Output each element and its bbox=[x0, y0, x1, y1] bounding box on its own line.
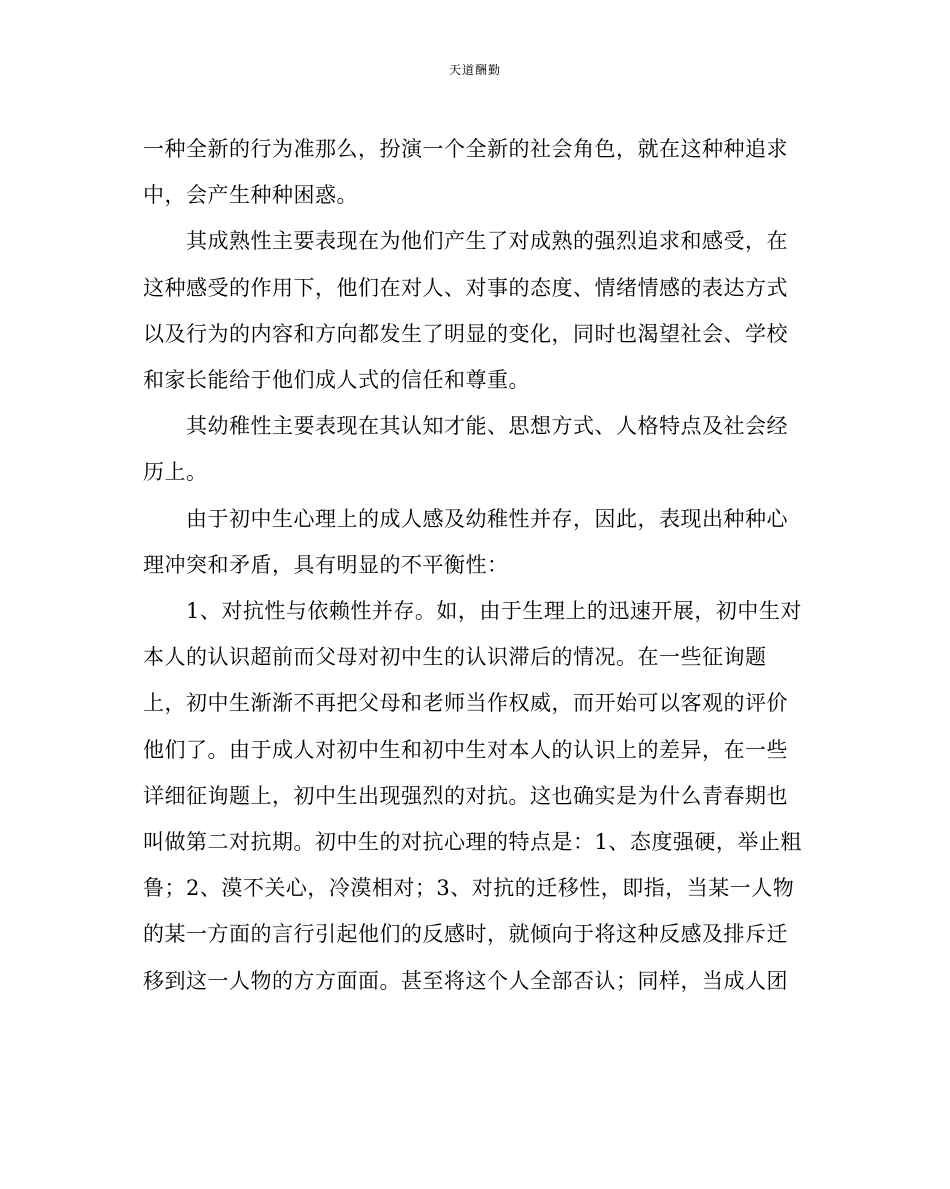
text-line: 详细征询题上，初中生出现强烈的对抗。这也确实是为什么青春期也 bbox=[143, 783, 788, 808]
text-line: 本人的认识超前而父母对初中生的认识滞后的情况。在一些征询题 bbox=[143, 645, 767, 670]
text-line: 和家长能给于他们成人式的信任和尊重。 bbox=[143, 368, 530, 393]
text-line: 历上。 bbox=[143, 460, 208, 485]
document-body bbox=[143, 126, 811, 1004]
text-line: 上，初中生渐渐不再把父母和老师当作权威，而开始可以客观的评价 bbox=[143, 691, 788, 716]
text-line: 一种全新的行为准那么，扮演一个全新的社会角色，就在这种种追求 bbox=[143, 137, 788, 161]
text-line: 叫做第二对抗期。初中生的对抗心理的特点是：1、态度强硬，举止粗 bbox=[143, 830, 802, 855]
text-line: 这种感受的作用下，他们在对人、对事的态度、情绪情感的表达方式 bbox=[143, 275, 788, 300]
text-line: 理冲突和矛盾，具有明显的不平衡性： bbox=[143, 552, 509, 577]
text-line: 以及行为的内容和方向都发生了明显的变化，同时也渴望社会、学校 bbox=[143, 321, 788, 346]
text-line: 移到这一人物的方方面面。甚至将这个人全部否认；同样，当成人团 bbox=[143, 968, 788, 993]
paragraph-start-line: 由于初中生心理上的成人感及幼稚性并存，因此，表现出种种心 bbox=[186, 506, 788, 531]
text-line: 的某一方面的言行引起他们的反感时，就倾向于将这种反感及排斥迁 bbox=[143, 922, 788, 947]
paragraph-start-line: 1、对抗性与依赖性并存。如，由于生理上的迅速开展，初中生对 bbox=[186, 599, 802, 624]
text-line: 中，会产生种种困惑。 bbox=[143, 183, 358, 208]
paragraph-start-line: 其幼稚性主要表现在其认知才能、思想方式、人格特点及社会经 bbox=[186, 414, 788, 439]
paragraph-start-line: 其成熟性主要表现在为他们产生了对成熟的强烈追求和感受，在 bbox=[186, 229, 788, 254]
text-line: 鲁；2、漠不关心，冷漠相对；3、对抗的迁移性，即指，当某一人物 bbox=[143, 876, 795, 901]
text-line: 他们了。由于成人对初中生和初中生对本人的认识上的差异，在一些 bbox=[143, 737, 788, 762]
page-header: 天道酬勤 bbox=[448, 63, 501, 77]
